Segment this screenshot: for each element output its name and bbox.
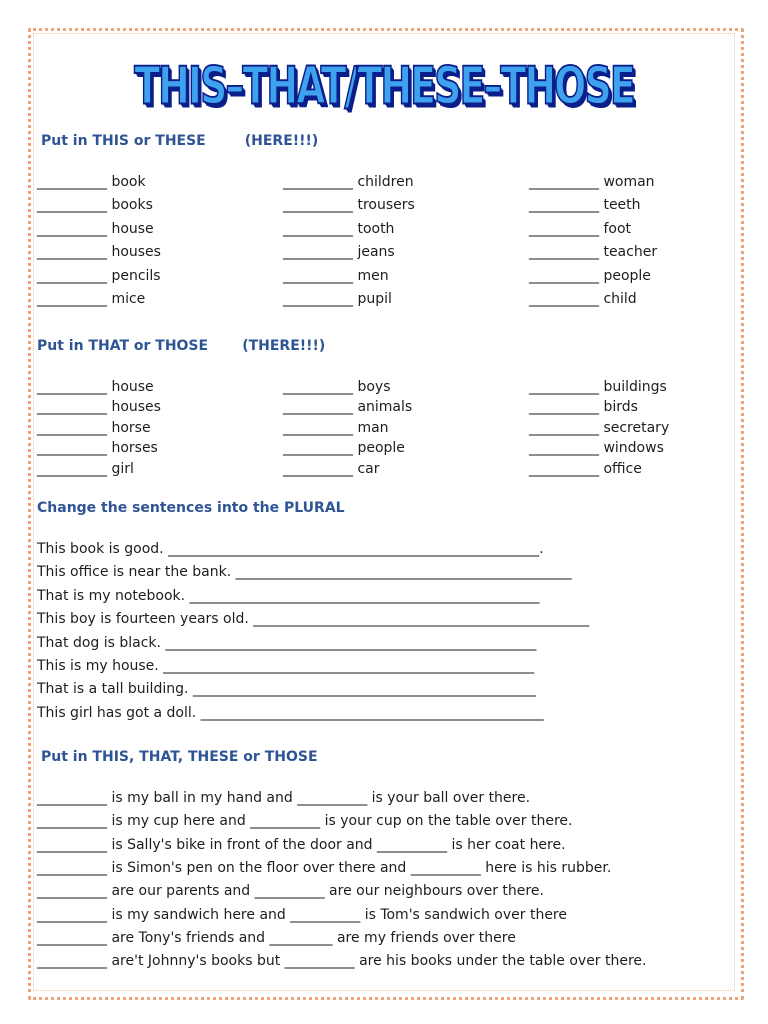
exercise-item: __________ pencils (37, 267, 161, 284)
exercise-item: __________ trousers (283, 197, 415, 214)
section-heading-this-these: Put in THIS or THESE (HERE!!!) (41, 133, 319, 149)
exercise-item: __________ birds (529, 399, 638, 416)
worksheet-title: THIS–THAT/THESE–THOSE (134, 56, 634, 116)
sentence-line: __________ are't Johnny's books but __________ are his books under the table over there. (37, 953, 647, 970)
exercise-item: __________ boys (283, 379, 391, 395)
sentence-line: __________ is Sally's bike in front of the door and __________ is her coat here. (37, 836, 566, 853)
exercise-item: __________ horses (37, 440, 158, 457)
exercise-item: __________ book (37, 174, 146, 190)
section-heading-fill-in: Put in THIS, THAT, THESE or THOSE (41, 749, 318, 765)
exercise-item: __________ child (529, 291, 637, 307)
exercise-item: __________ horse (37, 419, 151, 436)
exercise-item: __________ secretary (529, 419, 670, 436)
exercise-item: __________ office (529, 460, 642, 477)
section-heading-that-those: Put in THAT or THOSE (THERE!!!) (37, 338, 326, 354)
exercise-item: __________ pupil (283, 291, 392, 307)
exercise-item: __________ woman (529, 174, 655, 190)
exercise-item: __________ house (37, 379, 154, 395)
sentence-line: This book is good. _____________________________________________________. (37, 541, 544, 557)
exercise-item: __________ animals (283, 399, 413, 416)
exercise-item: __________ windows (529, 440, 664, 457)
exercise-item: __________ houses (37, 399, 161, 416)
sentence-line: __________ is my cup here and __________ is your cup on the table over there. (37, 813, 573, 830)
exercise-item: __________ men (283, 267, 389, 284)
exercise-item: __________ teeth (529, 197, 641, 214)
exercise-item: __________ books (37, 197, 153, 214)
sentence-line: This boy is fourteen years old. ________________________________________________ (37, 611, 590, 628)
sentence-line: This girl has got a doll. _________________________________________________ (37, 704, 544, 721)
sentence-line: That dog is black. _____________________________________________________ (37, 634, 537, 651)
sentence-line: That is my notebook. __________________________________________________ (37, 587, 540, 604)
sentence-line: This office is near the bank. ________________________________________________ (37, 564, 572, 581)
sentence-line: That is a tall building. _________________________________________________ (37, 681, 536, 698)
section-heading-plural: Change the sentences into the PLURAL (37, 500, 345, 516)
exercise-item: __________ house (37, 220, 154, 237)
exercise-item: __________ tooth (283, 220, 395, 237)
exercise-item: __________ man (283, 419, 389, 436)
exercise-item: __________ jeans (283, 244, 395, 261)
exercise-item: __________ people (529, 267, 651, 284)
exercise-item: __________ houses (37, 244, 161, 261)
sentence-line: __________ is my sandwich here and __________ is Tom's sandwich over there (37, 906, 567, 923)
sentence-line: __________ is my ball in my hand and __________ is your ball over there. (37, 790, 531, 806)
exercise-item: __________ girl (37, 460, 134, 477)
exercise-item: __________ children (283, 174, 414, 190)
exercise-item: __________ foot (529, 220, 631, 237)
exercise-item: __________ teacher (529, 244, 658, 261)
exercise-item: __________ people (283, 440, 405, 457)
exercise-item: __________ mice (37, 291, 146, 307)
sentence-line: __________ are Tony's friends and _________ are my friends over there (37, 929, 516, 946)
exercise-item: __________ car (283, 460, 380, 477)
sentence-line: __________ are our parents and __________ are our neighbours over there. (37, 883, 544, 900)
exercise-item: __________ buildings (529, 379, 667, 395)
sentence-line: __________ is Simon's pen on the floor over there and __________ here is his rubber. (37, 859, 612, 876)
sentence-line: This is my house. _____________________________________________________ (37, 658, 535, 674)
